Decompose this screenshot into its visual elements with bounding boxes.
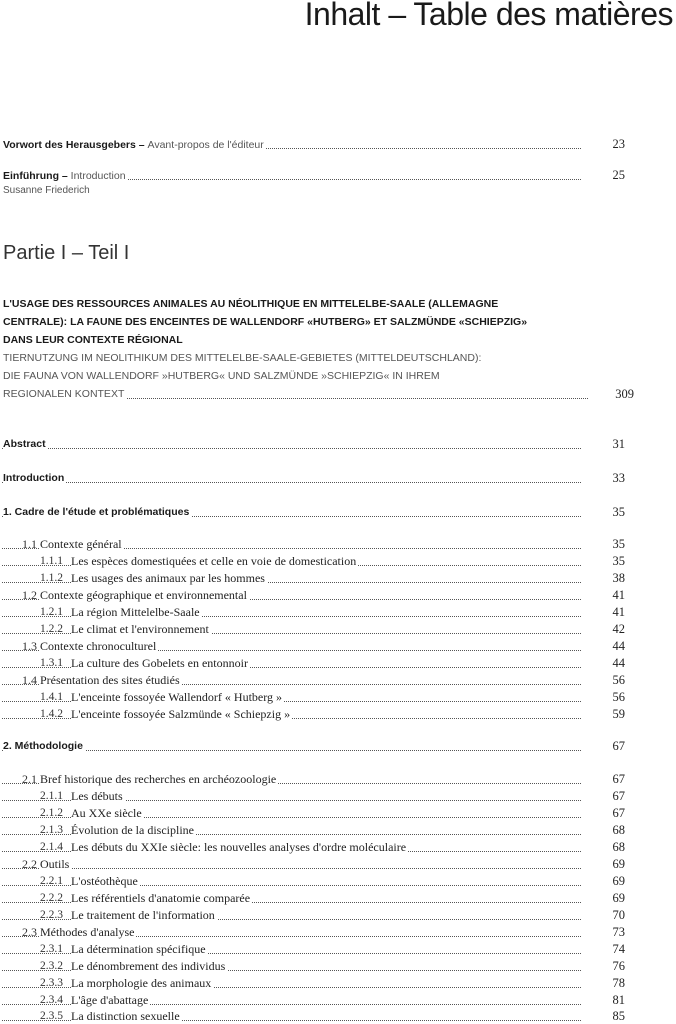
entry-label: Les débuts du XXIe siècle: les nouvelles analyses d'ordre moléculaire — [71, 840, 407, 854]
entry-label: La distinction sexuelle — [71, 1009, 180, 1023]
page-number: 35 — [610, 536, 626, 552]
entry-label: La morphologie des animaux — [71, 976, 212, 990]
entry-number: 1.4 — [22, 673, 37, 687]
page-number: 67 — [610, 805, 626, 821]
dot-leader — [2, 466, 581, 483]
entry-label: Introduction — [3, 472, 65, 484]
toc-entry[interactable] — [0, 1008, 676, 1024]
toc-entry-introduction[interactable] — [0, 167, 676, 183]
entry-label: 1. Cadre de l'étude et problématiques — [3, 506, 190, 518]
entry-label: L'ostéothèque — [71, 874, 138, 888]
entry-label: Les espèces domestiquées et celle en voie de domestication — [71, 554, 357, 568]
entry-number: 1.1 — [22, 537, 37, 551]
entry-number: 2.3.2 — [40, 960, 63, 972]
page-number: 33 — [610, 470, 626, 486]
page-number: 309 — [612, 386, 634, 402]
page-number: 23 — [610, 136, 626, 152]
toc-entry[interactable] — [0, 436, 676, 452]
entry-label: Le dénombrement des individus — [71, 959, 226, 973]
entry-label: Les usages des animaux par les hommes — [71, 571, 265, 585]
entry-number: 2.3.5 — [40, 1010, 63, 1022]
entry-number: 2.1.1 — [40, 790, 63, 802]
entry-number: 2.1.3 — [40, 824, 63, 836]
entry-label: L'enceinte fossoyée Wallendorf « Hutberg » — [71, 690, 283, 704]
entry-number: 1.3 — [22, 639, 37, 653]
entry-number: 2.3.3 — [40, 977, 63, 989]
part-title-de-line-1: TIERNUTZUNG IM NEOLITHIKUM DES MITTELELBE-SAALE-GEBIETES (MITTELDEUTSCHLAND): — [3, 352, 482, 364]
page-number: 41 — [610, 587, 626, 603]
page-number: 76 — [610, 958, 626, 974]
page-number: 35 — [610, 553, 626, 569]
entry-label: Abstract — [3, 438, 46, 450]
entry-number: 1.4.2 — [40, 708, 63, 720]
page-number: 67 — [610, 771, 626, 787]
entry-label: Contexte géographique et environnemental — [40, 588, 247, 602]
page-number: 31 — [610, 436, 626, 452]
toc-entry-part-title[interactable] — [0, 386, 676, 402]
entry-number: 2.3 — [22, 925, 37, 939]
entry-number: 2.3.4 — [40, 994, 63, 1006]
entry-label: La culture des Gobelets en entonnoir — [71, 656, 248, 670]
entry-number: 2.1.4 — [40, 841, 63, 853]
page-number: 78 — [610, 975, 626, 991]
page-number: 25 — [610, 167, 626, 183]
entry-label: Bref historique des recherches en archéozoologie — [40, 772, 277, 786]
dot-leader — [2, 734, 581, 751]
dot-leader — [2, 432, 581, 449]
page-number: 44 — [610, 655, 626, 671]
entry-label: L'enceinte fossoyée Salzmünde « Schiepzig » — [71, 707, 291, 721]
page-number: 44 — [610, 638, 626, 654]
part-title-fr-line-3: DANS LEUR CONTEXTE RÉGIONAL — [3, 334, 183, 346]
entry-label: La région Mittelelbe-Saale — [71, 605, 200, 619]
page-number: 38 — [610, 570, 626, 586]
entry-number: 1.1.1 — [40, 555, 63, 567]
entry-number: 2.3.1 — [40, 943, 63, 955]
page-number: 74 — [610, 941, 626, 957]
entry-label: 2. Méthodologie — [3, 740, 83, 752]
page-number: 68 — [610, 839, 626, 855]
page-number: 59 — [610, 706, 626, 722]
entry-number: 2.1.2 — [40, 807, 63, 819]
page-number: 56 — [610, 672, 626, 688]
part-title-de-line-3: REGIONALEN KONTEXT — [3, 388, 125, 400]
part-title-fr-line-2: CENTRALE): LA FAUNE DES ENCEINTES DE WALLENDORF «HUTBERG» ET SALZMÜNDE «SCHIEPZIG» — [3, 316, 528, 328]
entry-number: 2.2.3 — [40, 909, 63, 921]
toc-entry[interactable] — [0, 470, 676, 486]
page-number: 69 — [610, 856, 626, 872]
entry-number: 1.2.2 — [40, 623, 63, 635]
entry-number: 2.1 — [22, 772, 37, 786]
entry-number: 1.2 — [22, 588, 37, 602]
part-title-fr-line-1: L'USAGE DES RESSOURCES ANIMALES AU NÉOLITHIQUE EN MITTELELBE-SAALE (ALLEMAGNE — [3, 298, 499, 310]
entry-label: Présentation des sites étudiés — [40, 673, 180, 687]
entry-label: Contexte chronoculturel — [40, 639, 157, 653]
entry-number: 1.3.1 — [40, 657, 63, 669]
entry-number: 1.2.1 — [40, 606, 63, 618]
toc-entry[interactable] — [0, 738, 676, 754]
entry-label: Les débuts — [71, 789, 123, 803]
page-number: 35 — [610, 504, 626, 520]
entry-number: 1.4.1 — [40, 691, 63, 703]
part-title-de-line-2: DIE FAUNA VON WALLENDORF »HUTBERG« UND SALZMÜNDE »SCHIEPZIG« IN IHREM — [3, 370, 440, 382]
entry-author: Susanne Friederich — [3, 185, 90, 196]
entry-number: 1.1.2 — [40, 572, 63, 584]
page-title: Inhalt – Table des matières — [304, 0, 673, 32]
page-number: 73 — [610, 924, 626, 940]
entry-label: L'âge d'abattage — [71, 993, 149, 1007]
entry-number: 2.2 — [22, 857, 37, 871]
toc-entry[interactable] — [0, 504, 676, 520]
page-number: 68 — [610, 822, 626, 838]
page-number: 70 — [610, 907, 626, 923]
toc-entry[interactable] — [0, 706, 676, 722]
entry-label: La détermination spécifique — [71, 942, 206, 956]
entry-label: Contexte général — [40, 537, 122, 551]
entry-label: Vorwort des Herausgebers – Avant-propos de l'éditeur — [3, 136, 266, 153]
entry-label: Les référentiels d'anatomie comparée — [71, 891, 251, 905]
entry-label: Einführung – Introduction — [3, 167, 128, 184]
page-number: 85 — [610, 1008, 626, 1024]
page-number: 56 — [610, 689, 626, 705]
page-number: 69 — [610, 873, 626, 889]
part-heading: Partie I – Teil I — [3, 242, 130, 264]
entry-label: Le traitement de l'information — [71, 908, 215, 922]
entry-label: Méthodes d'analyse — [40, 925, 135, 939]
entry-label: Au XXe siècle — [71, 806, 142, 820]
toc-entry-foreword[interactable] — [0, 136, 676, 152]
page-number: 67 — [610, 788, 626, 804]
page-number: 67 — [610, 738, 626, 754]
entry-label: Le climat et l'environnement — [71, 622, 209, 636]
page-number: 69 — [610, 890, 626, 906]
entry-number: 2.2.1 — [40, 875, 63, 887]
entry-label: Évolution de la discipline — [71, 823, 194, 837]
entry-number: 2.2.2 — [40, 892, 63, 904]
page-number: 81 — [610, 992, 626, 1008]
entry-label: Outils — [40, 857, 70, 871]
page-number: 41 — [610, 604, 626, 620]
page-number: 42 — [610, 621, 626, 637]
